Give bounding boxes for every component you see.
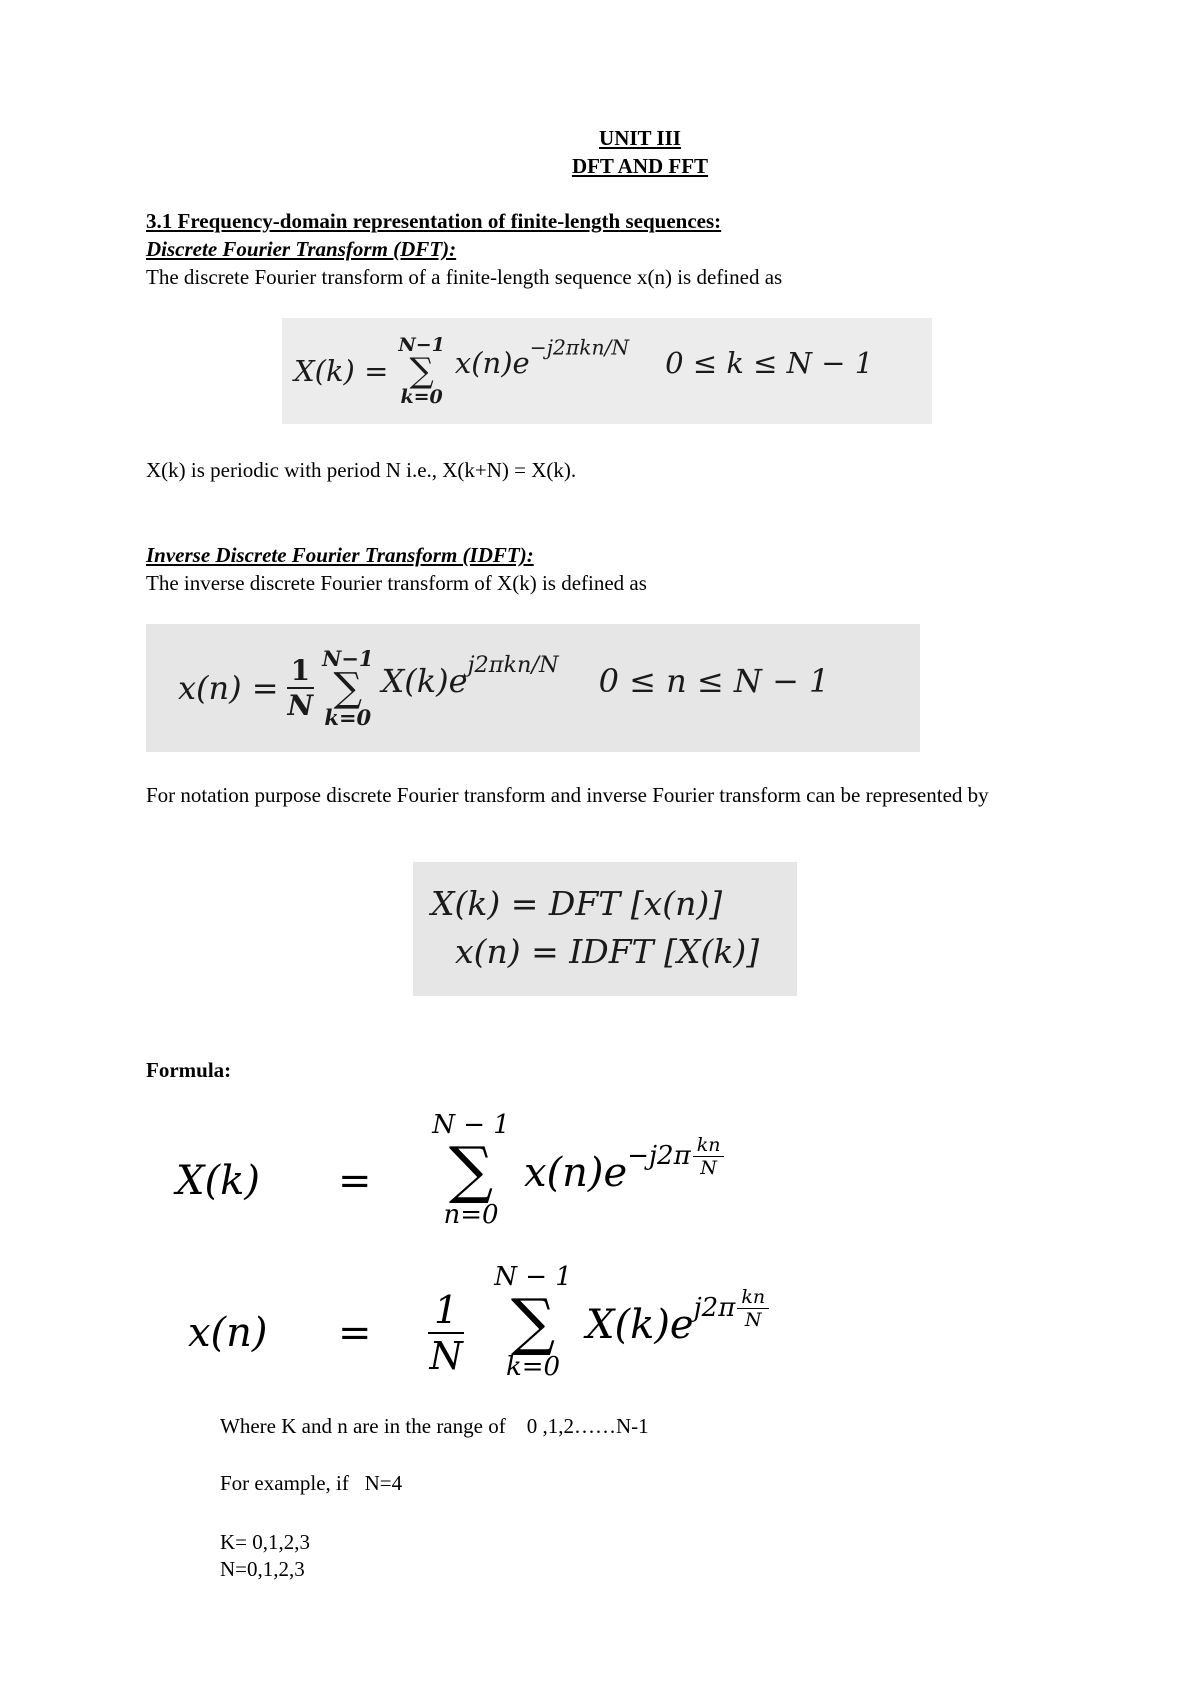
formula-idft-exp-num: kn [737,1286,769,1309]
notation-line-1: X(k) = DFT [x(n)] [431,884,723,923]
idft-equation-image [146,624,920,752]
dft-exponent: −j2πkn/N [529,335,630,360]
formula-dft-eq: = [338,1158,372,1204]
formula-dft-sum-lower: n=0 [443,1200,499,1230]
formula-dft [176,1110,876,1250]
dft-sum-lower: k=0 [400,386,443,408]
formula-dft-sum-symbol: N − 1 ∑ n=0 [426,1110,516,1230]
formula-dft-exp-frac [693,1134,725,1179]
section-heading: 3.1 Frequency-domain representation of finite-length sequences: [146,209,722,233]
formula-idft-frac-den: N [429,1334,463,1378]
idft-sum-upper: N−1 [322,646,374,671]
n-values: N=0,1,2,3 [220,1557,305,1581]
dft-range: 0 ≤ k ≤ N − 1 [665,346,874,380]
formula-idft-exp-prefix: j2π [693,1293,736,1323]
dft-term: x(n)e [454,346,530,380]
formula-idft-eq: = [338,1310,372,1356]
idft-frac-den: N [287,689,314,722]
formula-dft-exp-prefix: −j2π [627,1141,691,1171]
dft-sum-symbol: N−1 ∑ k=0 [398,334,445,408]
example-intro: For example, if N=4 [220,1471,403,1495]
notation-text: For notation purpose discrete Fourier transform and inverse Fourier transform can be represented by [146,783,989,807]
formula-idft-sum-upper: N − 1 [494,1262,572,1292]
formula-dft-exp-den: N [700,1156,717,1179]
idft-fraction [287,654,314,722]
formula-heading: Formula: [146,1058,232,1082]
dft-equation-image [282,318,932,424]
formula-idft-sum-symbol: N − 1 ∑ k=0 [488,1262,578,1382]
k-values: K= 0,1,2,3 [220,1530,311,1554]
unit-subtitle: DFT AND FFT [571,154,709,178]
idft-sum-symbol: N−1 ∑ k=0 [322,646,374,730]
dft-intro-text: The discrete Fourier transform of a finite-length sequence x(n) is defined as [146,265,783,289]
formula-idft-fraction [428,1288,464,1378]
idft-intro-text: The inverse discrete Fourier transform of X(k) is defined as [146,571,647,595]
idft-sum-lower: k=0 [324,705,372,730]
idft-range: 0 ≤ n ≤ N − 1 [598,662,830,700]
formula-dft-lhs: X(k) [176,1158,260,1204]
formula-idft-lhs: x(n) [188,1310,268,1356]
notation-line-2: x(n) = IDFT [X(k)] [455,932,760,971]
formula-idft-exp-den: N [744,1308,762,1331]
formula-dft-exp-num: kn [693,1134,725,1157]
idft-frac-num: 1 [287,654,314,689]
idft-exponent: j2πkn/N [467,651,559,678]
formula-dft-term: x(n)e [524,1150,628,1196]
formula-idft [188,1262,888,1402]
unit-title: UNIT III [599,126,681,150]
range-note: Where K and n are in the range of 0 ,1,2……N-1 [220,1414,649,1438]
dft-sum-upper: N−1 [398,334,445,356]
periodic-note: X(k) is periodic with period N i.e., X(k+N) = X(k). [146,458,577,482]
formula-idft-frac-num: 1 [428,1288,464,1334]
idft-heading: Inverse Discrete Fourier Transform (IDFT): [146,543,534,567]
formula-idft-sum-lower: k=0 [505,1352,561,1382]
dft-lhs: X(k) = [294,354,389,388]
formula-dft-sum-upper: N − 1 [432,1110,510,1140]
formula-idft-term: X(k)e [586,1302,694,1348]
notation-equation-image [413,862,797,996]
idft-lhs: x(n) = [178,669,279,707]
formula-idft-exp-frac [737,1286,769,1331]
dft-heading: Discrete Fourier Transform (DFT): [146,237,457,261]
idft-term: X(k)e [381,662,468,700]
